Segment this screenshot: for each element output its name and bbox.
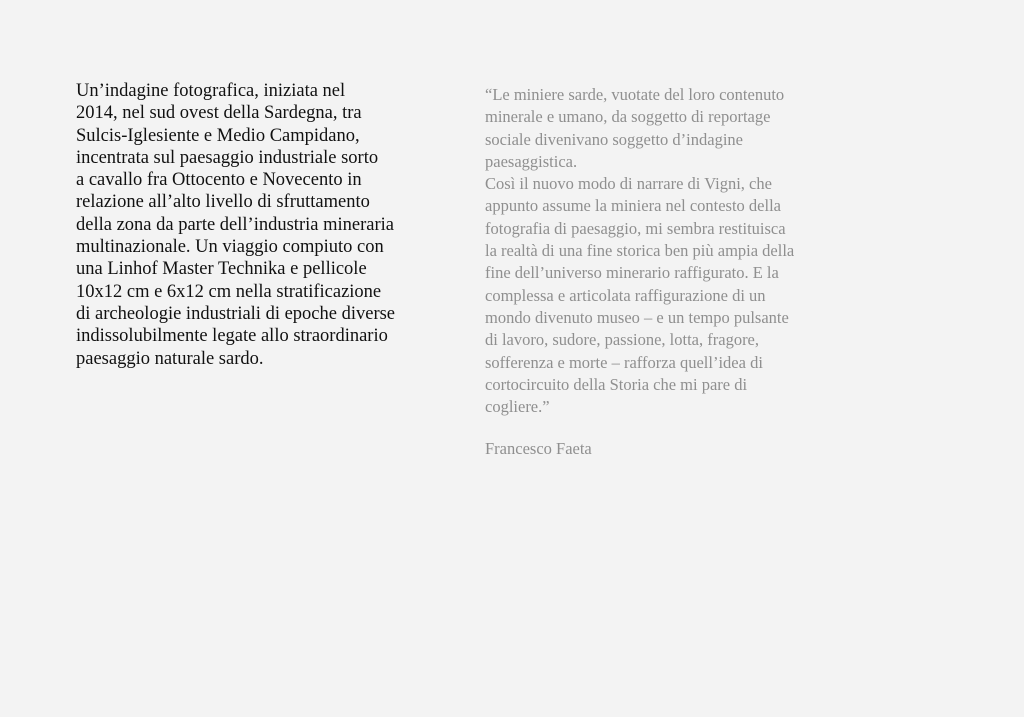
- quote-line: Così il nuovo modo di narrare di Vigni, che: [485, 174, 772, 194]
- intro-line: incentrata sul paesaggio industriale sorto: [76, 147, 379, 168]
- intro-line: di archeologie industriali di epoche diverse: [76, 303, 396, 324]
- quote-line: mondo divenuto museo – e un tempo pulsante: [485, 307, 789, 327]
- intro-line: Un’indagine fotografica, iniziata nel: [76, 81, 346, 101]
- intro-text: [76, 80, 456, 370]
- quote-block: [485, 84, 865, 461]
- intro-line: una Linhof Master Technika e pellicole: [76, 259, 367, 280]
- quote-line: sociale divenivano soggetto d’indagine: [485, 129, 743, 149]
- quote-line: sofferenza e morte – rafforza quell’idea di: [485, 352, 763, 372]
- intro-line: della zona da parte dell’industria mineraria: [76, 214, 394, 235]
- intro-line: indissolubilmente legate allo straordinario: [76, 326, 388, 347]
- quote-line: la realtà di una fine storica ben più ampia della: [485, 241, 795, 261]
- intro-line: relazione all’alto livello di sfruttamento: [76, 192, 370, 213]
- quote-author: Francesco Faeta: [485, 439, 592, 459]
- quote-line: complessa e articolata raffigurazione di un: [485, 285, 766, 305]
- quote-line: fine dell’universo minerario raffigurato. E la: [485, 263, 779, 283]
- intro-line: multinazionale. Un viaggio compiuto con: [76, 237, 384, 258]
- intro-line: 10x12 cm e 6x12 cm nella stratificazione: [76, 281, 382, 302]
- intro-line: Sulcis-Iglesiente e Medio Campidano,: [76, 125, 360, 146]
- intro-line: a cavallo fra Ottocento e Novecento in: [76, 170, 362, 191]
- intro-line: 2014, nel sud ovest della Sardegna, tra: [76, 103, 362, 124]
- quote-line: fotografia di paesaggio, mi sembra restituisca: [485, 218, 786, 238]
- quote-line: minerale e umano, da soggetto di reportage: [485, 107, 771, 127]
- intro-line: paesaggio naturale sardo.: [76, 348, 264, 369]
- quote-line: “Le miniere sarde, vuotate del loro contenuto: [485, 85, 785, 104]
- quote-line: paesaggistica.: [485, 151, 578, 171]
- quote-line: cogliere.”: [485, 397, 550, 417]
- quote-line: appunto assume la miniera nel contesto della: [485, 196, 781, 216]
- quote-line: di lavoro, sudore, passione, lotta, fragore,: [485, 330, 760, 350]
- quote-line: cortocircuito della Storia che mi pare di: [485, 374, 748, 394]
